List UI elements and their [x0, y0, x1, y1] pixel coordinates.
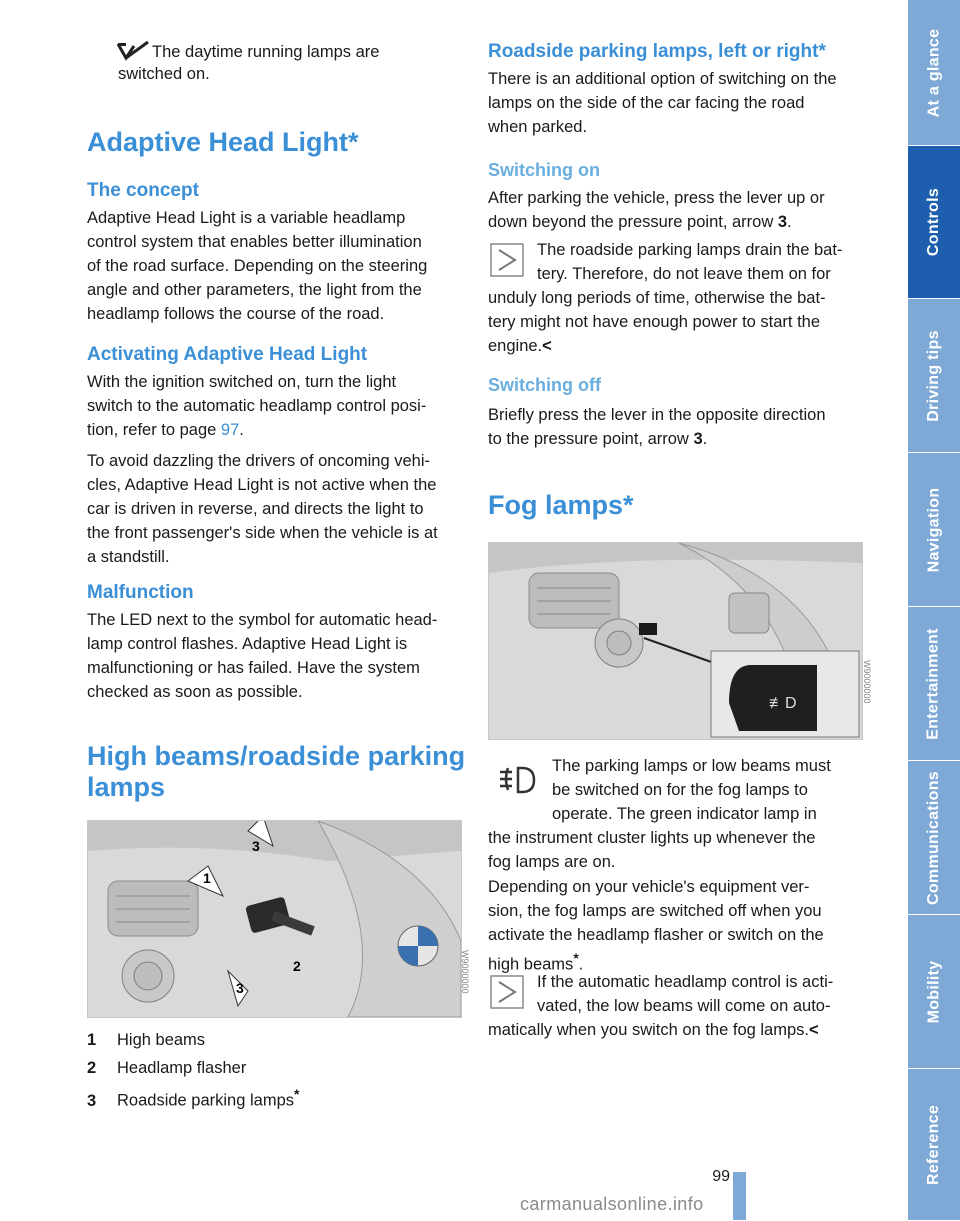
- legend-item-1: 1 High beams: [87, 1031, 206, 1049]
- legend-item-3: 3 Roadside parking lamps*: [87, 1087, 300, 1110]
- tab-mobility[interactable]: Mobility: [908, 915, 960, 1069]
- dazzle-paragraph: To avoid dazzling the drivers of oncoming vehi- cles, Adaptive Head Light is not active when the car is driven in reverse, and directs the light to the front passenger's side when the vehicle is at a standstill.: [87, 452, 438, 566]
- svg-text:2: 2: [293, 958, 301, 974]
- legend-item-2: 2 Headlamp flasher: [87, 1059, 247, 1077]
- heading-fog-lamps: Fog lamps*: [488, 490, 634, 520]
- svg-text:3: 3: [252, 838, 260, 854]
- page-number: 99: [712, 1168, 730, 1185]
- fog-switch-illustration: [489, 543, 862, 739]
- svg-text:1: 1: [203, 870, 211, 886]
- watermark: carmanualsonline.info: [520, 1194, 704, 1214]
- heading-roadside-parking: Roadside parking lamps, left or right*: [488, 41, 826, 62]
- switch-on-paragraph: After parking the vehicle, press the lever up or down beyond the pressure point, arrow 3.: [488, 189, 825, 231]
- tab-driving-tips[interactable]: Driving tips: [908, 299, 960, 453]
- page-marker-bar: [733, 1172, 746, 1220]
- figure-code-left: W9000000: [460, 950, 470, 994]
- heading-high-beams: High beams/roadside parking lamps: [87, 741, 466, 802]
- heading-activating: Activating Adaptive Head Light: [87, 344, 368, 365]
- battery-note: The roadside parking lamps drain the bat- tery. Therefore, do not leave them on for unduly long periods of time, otherwise the bat- tery might not have enough power to start the engine.<: [488, 241, 843, 355]
- depending-paragraph: Depending on your vehicle's equipment ver- sion, the fog lamps are switched off when you activate the headlamp flasher or switch on the high beams*.: [488, 878, 824, 974]
- daytime-note-2: switched on.: [118, 65, 210, 83]
- heading-the-concept: The concept: [87, 180, 199, 201]
- fog-note: The parking lamps or low beams must be switched on for the fog lamps to operate. The green indicator lamp in the instrument cluster lights up whenever the fog lamps are on.: [488, 757, 831, 871]
- switch-off-paragraph: Briefly press the lever in the opposite direction to the pressure point, arrow 3.: [488, 406, 826, 448]
- heading-switching-off: Switching off: [488, 375, 601, 395]
- tab-entertainment[interactable]: Entertainment: [908, 607, 960, 761]
- svg-text:3: 3: [236, 980, 244, 996]
- svg-text:≢D: ≢D: [769, 695, 797, 712]
- tab-controls[interactable]: Controls: [908, 146, 960, 299]
- heading-adaptive-head-light: Adaptive Head Light*: [87, 127, 359, 157]
- high-beam-lever-figure: [87, 820, 462, 1018]
- malfunction-paragraph: The LED next to the symbol for automatic head- lamp control flashes. Adaptive Head Light is malfunctioning or has failed. Have the system checked as soon as possible.: [87, 611, 438, 701]
- end-mark-battery: <: [542, 337, 552, 355]
- daytime-note: The daytime running lamps are: [152, 43, 380, 61]
- fog-lamp-figure: [488, 542, 863, 740]
- concept-paragraph: Adaptive Head Light is a variable headlamp control system that enables better illumination of the road surface. Depending on the steering angle and other parameters, the light from the headlamp follows the course of the road.: [87, 209, 428, 323]
- tab-communications[interactable]: Communications: [908, 761, 960, 915]
- tab-navigation[interactable]: Navigation: [908, 453, 960, 607]
- figure-code-right: W9000000: [862, 660, 872, 704]
- lever-illustration: [88, 821, 461, 1017]
- tab-reference[interactable]: Reference: [908, 1069, 960, 1221]
- checkmark-icon: [116, 40, 150, 62]
- roadside-paragraph: There is an additional option of switching on the lamps on the side of the car facing the road when parked.: [488, 70, 837, 136]
- heading-switching-on: Switching on: [488, 160, 600, 180]
- auto-note: If the automatic headlamp control is acti- vated, the low beams will come on auto- matically when you switch on the fog lamps.<: [488, 973, 834, 1039]
- end-mark-auto: <: [809, 1021, 819, 1039]
- heading-malfunction: Malfunction: [87, 582, 194, 603]
- activating-paragraph: With the ignition switched on, turn the light switch to the automatic headlamp control posi- tion, refer to page 97.: [87, 373, 427, 439]
- side-navigation: [908, 0, 960, 1220]
- page-link-97[interactable]: 97: [220, 421, 240, 439]
- tab-at-a-glance[interactable]: At a glance: [908, 0, 960, 146]
